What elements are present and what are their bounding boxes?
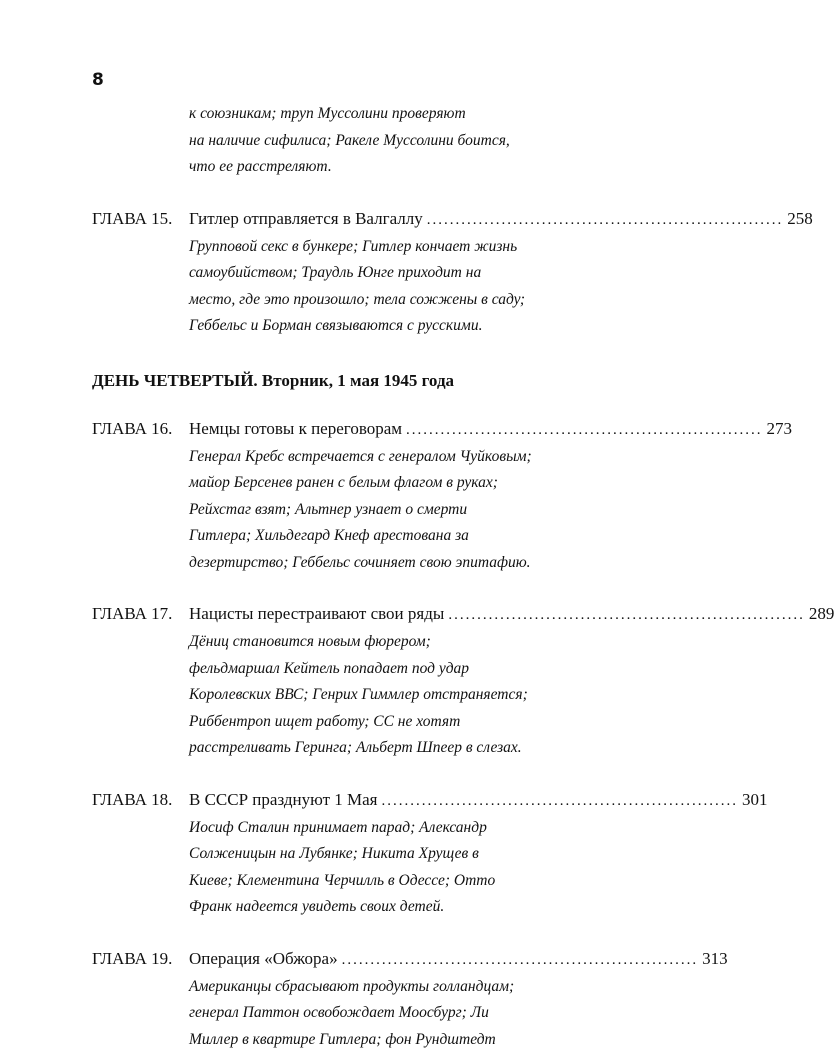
toc-entry-chapter-19 (92, 946, 555, 1053)
table-of-contents (92, 100, 555, 1053)
chapter-title: Немцы готовы к переговорам (189, 416, 402, 442)
dot-leader: .............................................................. (406, 417, 763, 443)
description-line: к союзникам; труп Муссолини проверяют (189, 101, 555, 128)
chapter-page-number: 289 (809, 601, 834, 627)
toc-entry-chapter-18 (92, 787, 555, 921)
chapter-heading-line (92, 946, 555, 973)
chapter-heading-line (92, 787, 555, 814)
description-line: Генерал Кребс встречается с генералом Чуйковым; (189, 444, 555, 471)
description-line: Солженицын на Лубянке; Никита Хрущев в (189, 841, 555, 868)
description-line: Киеве; Клементина Черчилль в Одессе; Отто (189, 868, 555, 895)
chapter-description (189, 628, 555, 762)
description-line: самоубийством; Траудль Юнге приходит на (189, 260, 555, 287)
chapter-label: ГЛАВА 19. (92, 946, 189, 972)
chapter-heading-line (92, 416, 555, 443)
toc-entry-chapter-17 (92, 601, 555, 762)
chapter-description (189, 814, 555, 921)
description-line: место, где это произошло; тела сожжены в саду; (189, 287, 555, 314)
description-line: фельдмаршал Кейтель попадает под удар (189, 656, 555, 683)
chapter-label: ГЛАВА 18. (92, 787, 189, 813)
description-line: дезертирство; Геббельс сочиняет свою эпитафию. (189, 550, 555, 577)
dot-leader: .............................................................. (448, 602, 805, 628)
chapter-page-number: 301 (742, 787, 768, 813)
chapter-heading-line (92, 206, 555, 233)
chapter-heading-line (92, 601, 555, 628)
description-line: Миллер в квартире Гитлера; фон Рундштедт (189, 1027, 555, 1053)
chapter-label: ГЛАВА 15. (92, 206, 189, 232)
description-line: Гитлера; Хильдегард Кнеф арестована за (189, 523, 555, 550)
description-line: Рейхстаг взят; Альтнер узнает о смерти (189, 497, 555, 524)
description-line: Геббельс и Борман связываются с русскими. (189, 313, 555, 340)
description-line: на наличие сифилиса; Ракеле Муссолини боится, (189, 128, 555, 155)
dot-leader: .............................................................. (342, 947, 699, 973)
chapter-title: Операция «Обжора» (189, 946, 338, 972)
page-number: 8 (92, 70, 104, 90)
chapter-label: ГЛАВА 16. (92, 416, 189, 442)
description-line: Иосиф Сталин принимает парад; Александр (189, 815, 555, 842)
chapter-description (189, 443, 555, 577)
chapter-description (189, 973, 555, 1053)
dot-leader: .............................................................. (427, 207, 784, 233)
chapter-title: В СССР празднуют 1 Мая (189, 787, 378, 813)
toc-entry-chapter-15 (92, 206, 555, 340)
chapter-description (189, 233, 555, 340)
dot-leader: .............................................................. (382, 788, 739, 814)
description-line: Дёниц становится новым фюрером; (189, 629, 555, 656)
chapter-page-number: 258 (787, 206, 813, 232)
description-line: генерал Паттон освобождает Моосбург; Ли (189, 1000, 555, 1027)
chapter-title: Гитлер отправляется в Валгаллу (189, 206, 423, 232)
chapter-page-number: 273 (767, 416, 793, 442)
description-line: Королевских ВВС; Генрих Гиммлер отстраняется; (189, 682, 555, 709)
description-line: Франк надеется увидеть своих детей. (189, 894, 555, 921)
chapter-label: ГЛАВА 17. (92, 601, 189, 627)
description-line: Групповой секс в бункере; Гитлер кончает жизнь (189, 234, 555, 261)
description-line: расстреливать Геринга; Альберт Шпеер в слезах. (189, 735, 555, 762)
chapter-page-number: 313 (702, 946, 728, 972)
toc-entry-chapter-16 (92, 416, 555, 577)
day-heading: ДЕНЬ ЧЕТВЕРТЫЙ. Вторник, 1 мая 1945 года (92, 368, 555, 394)
description-line: что ее расстреляют. (189, 154, 555, 181)
chapter-title: Нацисты перестраивают свои ряды (189, 601, 444, 627)
description-line: Американцы сбрасывают продукты голландцам; (189, 974, 555, 1001)
description-line: майор Берсенев ранен с белым флагом в руках; (189, 470, 555, 497)
description-line: Риббентроп ищет работу; СС не хотят (189, 709, 555, 736)
chapter-14-description-continued (189, 100, 555, 181)
